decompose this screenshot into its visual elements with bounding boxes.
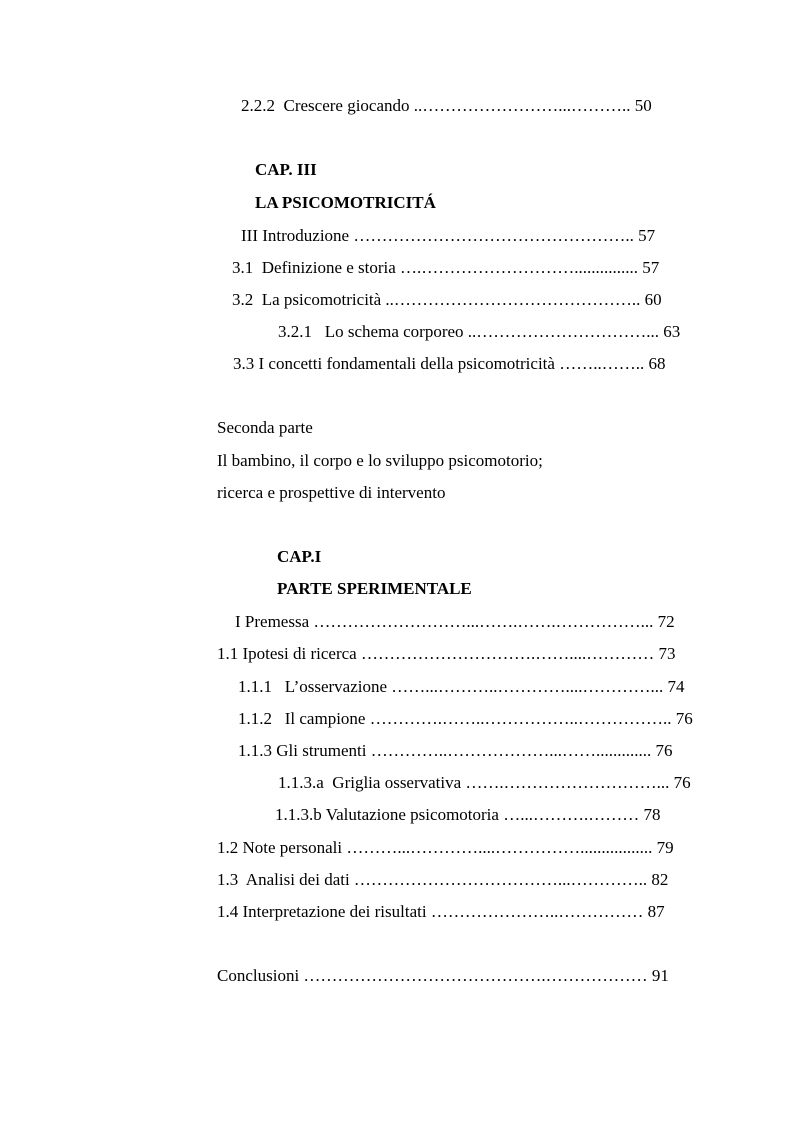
- part2-heading-line1: Seconda parte: [217, 418, 313, 437]
- toc-entry-1-1-3-b: 1.1.3.b Valutazione psicomotoria …...……….……… 78: [275, 805, 661, 824]
- part2-heading-line3: ricerca e prospettive di intervento: [217, 483, 446, 502]
- toc-entry-3-2: 3.2 La psicomotricità ..…………………………………….. 60: [232, 290, 662, 309]
- toc-entry-1-1-3-a: 1.1.3.a Griglia osservativa …….………………………... 76: [278, 773, 691, 792]
- toc-entry-intro: III Introduzione ………………………………………….. 57: [241, 226, 656, 245]
- toc-entry-1-2: 1.2 Note personali ………...…………....……………................. 79: [217, 838, 674, 857]
- toc-entry-3-3: 3.3 I concetti fondamentali della psicomotricità ……..…….. 68: [233, 354, 666, 373]
- toc-entry-conclusioni: Conclusioni …………………………………….……………… 91: [217, 966, 669, 985]
- toc-entry-1-1-3: 1.1.3 Gli strumenti …………..………………...……............. 76: [238, 741, 673, 760]
- toc-entry-1-1-2: 1.1.2 Il campione ………….……..……………..…………….. 76: [238, 709, 693, 728]
- chapter-label-cap-i: CAP.I: [277, 547, 322, 566]
- toc-entry-1-1: 1.1 Ipotesi di ricerca ………………………….……....………… 73: [217, 644, 676, 663]
- chapter-title-psicomotricita: LA PSICOMOTRICITÁ: [255, 193, 436, 212]
- toc-entry-1-1-1: 1.1.1 L’osservazione ……...………..…………....…………... 74: [238, 677, 685, 696]
- toc-entry-premessa: I Premessa ………………………...…….…….……………... 72: [235, 612, 675, 631]
- toc-entry-1-4: 1.4 Interpretazione dei risultati …………………..…………… 87: [217, 902, 665, 921]
- chapter-label-cap-iii: CAP. III: [255, 160, 317, 179]
- toc-entry-3-2-1: 3.2.1 Lo schema corporeo ..…………………………... 63: [278, 322, 681, 341]
- toc-entry-2-2-2: 2.2.2 Crescere giocando ..……………………...……….. 50: [241, 96, 652, 115]
- toc-entry-3-1: 3.1 Definizione e storia ….………………………............... 57: [232, 258, 660, 277]
- toc-entry-1-3: 1.3 Analisi dei dati ………………………………...………….. 82: [217, 870, 669, 889]
- chapter-title-parte-sperimentale: PARTE SPERIMENTALE: [277, 579, 472, 598]
- part2-heading-line2: Il bambino, il corpo e lo sviluppo psicomotorio;: [217, 451, 543, 470]
